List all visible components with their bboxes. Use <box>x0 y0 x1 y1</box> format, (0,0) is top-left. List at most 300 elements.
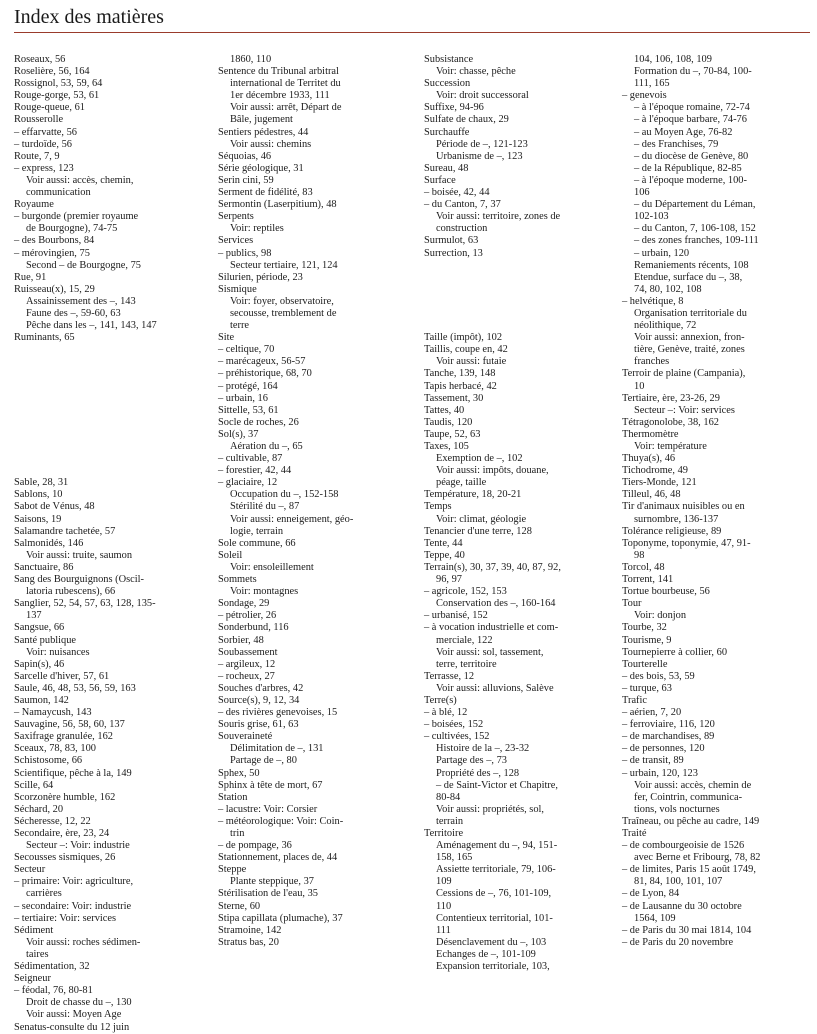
index-entry: Torrent, 141 <box>622 574 674 586</box>
index-entry: – primaire: Voir: agriculture, <box>14 876 134 888</box>
index-entry: tière, Genève, traité, zones <box>634 344 745 356</box>
index-entry: – du Canton, 7, 106-108, 152 <box>634 223 756 235</box>
index-entry: Voir: droit successoral <box>436 90 529 102</box>
index-entry: Tétragonolobe, 38, 162 <box>622 416 719 428</box>
index-entry: – de personnes, 120 <box>622 743 705 755</box>
index-entry: Stramoine, 142 <box>218 924 282 936</box>
blank-line <box>14 344 202 356</box>
index-entry: Sureau, 48 <box>424 162 469 174</box>
index-entry: – urbanisé, 152 <box>424 610 488 622</box>
index-entry: – glaciaire, 12 <box>218 477 278 489</box>
index-entry: Sphinx à tête de mort, 67 <box>218 779 323 791</box>
index-entry: Tilleul, 46, 48 <box>622 489 681 501</box>
index-entry: Formation du –, 70-84, 100- <box>634 66 752 78</box>
index-entry: Voir: chasse, pêche <box>436 66 516 78</box>
index-entry: Voir aussi: territoire, zones de <box>436 211 561 223</box>
index-entry: – aérien, 7, 20 <box>622 707 682 719</box>
index-entry: – de Paris du 30 mai 1814, 104 <box>622 924 752 936</box>
index-entry: Délimitation de –, 131 <box>230 743 324 755</box>
index-entry: latoria rubescens), 66 <box>26 586 116 598</box>
index-entry: – urbain, 16 <box>218 392 268 404</box>
index-column-4 <box>622 54 810 949</box>
index-entry: Aération du –, 65 <box>230 441 303 452</box>
index-entry: Droit de chasse du –, 130 <box>26 997 132 1009</box>
index-entry: Serment de fidélité, 83 <box>218 187 313 199</box>
index-entry: Thermomètre <box>622 428 679 440</box>
index-entry: – marécageux, 56-57 <box>218 356 306 368</box>
index-column-1 <box>14 54 202 1034</box>
index-entry: – burgonde (premier royaume <box>14 211 139 223</box>
index-entry: – turdoïde, 56 <box>14 138 73 150</box>
blank-line <box>14 453 202 465</box>
index-entry: – du diocèse de Genève, 80 <box>634 150 749 162</box>
index-entry: Voir aussi: sol, tassement, <box>436 646 544 658</box>
index-entry: Roseaux, 56 <box>14 54 66 65</box>
index-entry: franches <box>634 356 670 368</box>
index-entry: taires <box>26 948 49 960</box>
index-entry: Voir: reptiles <box>230 223 284 235</box>
index-entry: Socle de roches, 26 <box>218 416 299 428</box>
index-entry: Silurien, période, 23 <box>218 271 303 283</box>
index-entry: secousse, tremblement de <box>230 307 337 319</box>
index-entry: Sauvagine, 56, 58, 60, 137 <box>14 719 125 731</box>
index-entry: Rouge-queue, 61 <box>14 102 85 114</box>
blank-line <box>14 465 202 477</box>
index-entry: Voir aussi: arrêt, Départ de <box>230 102 342 114</box>
index-entry: Tassement, 30 <box>424 392 484 404</box>
index-entry: Voir aussi: propriétés, sol, <box>436 803 545 815</box>
index-entry: Voir: foyer, observatoire, <box>230 295 334 307</box>
index-entry: Stérilisation de l'eau, 35 <box>218 888 318 900</box>
index-entry: Secteur –: Voir: services <box>634 404 735 416</box>
blank-line <box>424 308 612 320</box>
index-entry: Route, 7, 9 <box>14 150 60 162</box>
index-entry: Rue, 91 <box>14 271 47 283</box>
index-entry: Tiers-Monde, 121 <box>622 477 697 489</box>
index-entry: Voir: température <box>634 441 707 452</box>
index-entry: 110 <box>436 900 452 912</box>
index-entry: Station <box>218 791 248 803</box>
index-entry: Séchard, 20 <box>14 803 64 815</box>
index-entry: fer, Cointrin, communica- <box>634 791 743 803</box>
index-entry: Steppe <box>218 864 247 876</box>
index-entry: Secteur –: Voir: industrie <box>26 840 130 852</box>
page-title: Index des matières <box>14 6 164 28</box>
index-entry: – du Canton, 7, 37 <box>424 199 501 211</box>
index-entry: Toponyme, toponymie, 47, 91- <box>622 537 751 549</box>
index-entry: Partage des –, 73 <box>436 755 507 767</box>
index-entry: – express, 123 <box>14 162 74 174</box>
blank-line <box>14 417 202 429</box>
index-entry: Histoire de la –, 23-32 <box>436 743 530 755</box>
index-entry: Cessions de –, 76, 101-109, <box>436 888 552 900</box>
index-entry: – effarvatte, 56 <box>14 126 77 138</box>
index-entry: péage, taille <box>436 477 487 489</box>
index-entry: Séquoias, 46 <box>218 150 272 162</box>
blank-line <box>424 320 612 332</box>
index-entry: – lacustre: Voir: Corsier <box>218 803 318 815</box>
index-entry: – urbain, 120, 123 <box>622 767 698 779</box>
index-entry: 104, 106, 108, 109 <box>634 54 712 65</box>
index-entry: tions, vols nocturnes <box>634 803 720 815</box>
index-entry: Contentieux territorial, 101- <box>436 912 553 924</box>
index-entry: – de pompage, 36 <box>218 840 292 852</box>
index-entry: Secondaire, ère, 23, 24 <box>14 828 110 839</box>
index-entry: 158, 165 <box>436 852 473 864</box>
index-entry: – des rivières genevoises, 15 <box>218 707 338 719</box>
index-entry: Sondage, 29 <box>218 598 270 610</box>
index-entry: Température, 18, 20-21 <box>424 489 522 501</box>
index-entry: Secteur tertiaire, 121, 124 <box>230 259 338 271</box>
index-entry: Subsistance <box>424 54 474 65</box>
index-entry: Teppe, 40 <box>424 549 465 561</box>
index-entry: Aménagement du –, 94, 151- <box>436 840 558 852</box>
index-entry: Période de –, 121-123 <box>436 138 528 150</box>
index-entry: – mérovingien, 75 <box>14 247 90 259</box>
index-entry: Sol(s), 37 <box>218 428 259 440</box>
index-entry: – du Département du Léman, <box>634 199 756 211</box>
index-entry: Salmonidés, 146 <box>14 537 84 549</box>
index-entry: Sédimentation, 32 <box>14 961 90 973</box>
index-entry: Surmulot, 63 <box>424 235 479 247</box>
index-entry: Source(s), 9, 12, 34 <box>218 694 300 706</box>
index-entry: surnombre, 136-137 <box>634 513 719 525</box>
index-entry: Stérilité du –, 87 <box>230 501 300 513</box>
index-entry: Voir aussi: accès, chemin, <box>26 174 134 186</box>
index-entry: Sorbier, 48 <box>218 634 264 646</box>
index-entry: Tortue bourbeuse, 56 <box>622 586 710 598</box>
index-entry: – au Moyen Age, 76-82 <box>634 126 733 138</box>
blank-line <box>424 296 612 308</box>
index-entry: Taillis, coupe en, 42 <box>424 344 508 356</box>
index-entry: 1er décembre 1933, 111 <box>230 90 330 102</box>
index-entry: Ruminants, 65 <box>14 332 75 344</box>
blank-line <box>424 260 612 272</box>
index-entry: Souches d'arbres, 42 <box>218 682 304 694</box>
index-entry: trin <box>230 828 245 839</box>
index-entry: Voir: ensoleillement <box>230 561 314 573</box>
index-entry: Sablons, 10 <box>14 489 63 501</box>
index-entry: Tertiaire, ère, 23-26, 29 <box>622 392 720 404</box>
index-entry: Terre(s) <box>424 694 457 706</box>
index-entry: Santé publique <box>14 634 77 646</box>
index-entry: Roselière, 56, 164 <box>14 66 90 78</box>
index-entry: 74, 80, 102, 108 <box>634 283 702 295</box>
index-entry: Senatus-consulte du 12 juin <box>14 1021 130 1033</box>
index-entry: Voir aussi: alluvions, Salève <box>436 682 554 694</box>
index-entry: Tattes, 40 <box>424 404 465 416</box>
index-entry: – à l'époque moderne, 100- <box>634 174 747 186</box>
blank-line <box>14 441 202 453</box>
index-entry: Terroir de plaine (Campania), <box>622 368 746 380</box>
index-entry: Sulfate de chaux, 29 <box>424 114 509 126</box>
index-entry: Assainissement des –, 143 <box>26 295 136 307</box>
index-entry: Taudis, 120 <box>424 416 473 428</box>
index-entry: Sceaux, 78, 83, 100 <box>14 743 96 755</box>
index-entry: Seigneur <box>14 973 51 985</box>
index-entry: Ruisseau(x), 15, 29 <box>14 283 95 295</box>
index-entry: Tapis herbacé, 42 <box>424 380 497 392</box>
index-column-3 <box>424 54 612 973</box>
index-entry: Sismique <box>218 283 257 295</box>
index-entry: Tour <box>622 598 642 610</box>
index-entry: – publics, 98 <box>218 247 272 259</box>
index-entry: merciale, 122 <box>436 634 493 646</box>
index-entry: Tente, 44 <box>424 537 463 549</box>
index-entry: Remaniements récents, 108 <box>634 259 749 271</box>
index-entry: Souris grise, 61, 63 <box>218 719 299 731</box>
index-entry: Sanglier, 52, 54, 57, 63, 128, 135- <box>14 598 156 610</box>
index-entry: Sapin(s), 46 <box>14 658 65 670</box>
index-entry: Voir aussi: impôts, douane, <box>436 465 549 477</box>
index-entry: Organisation territoriale du <box>634 307 747 319</box>
index-entry: Exemption de –, 102 <box>436 453 523 465</box>
index-entry: Traîneau, ou pêche au cadre, 149 <box>622 815 760 827</box>
blank-line <box>14 381 202 393</box>
index-entry: Stationnement, places de, 44 <box>218 852 338 864</box>
index-entry: 111 <box>436 924 451 936</box>
index-entry: Scorzonère humble, 162 <box>14 791 116 803</box>
index-entry: carrières <box>26 888 62 900</box>
index-entry: construction <box>436 223 488 235</box>
index-entry: Serpents <box>218 211 254 223</box>
index-entry: 10 <box>634 380 645 392</box>
index-entry: Occupation du –, 152-158 <box>230 489 339 501</box>
index-entry: logie, terrain <box>230 525 284 537</box>
index-entry: terre, territoire <box>436 658 497 670</box>
index-entry: Trafic <box>622 694 648 706</box>
index-entry: Sentiers pédestres, 44 <box>218 126 309 138</box>
index-entry: 81, 84, 100, 101, 107 <box>634 876 723 888</box>
index-entry: Sole commune, 66 <box>218 537 296 549</box>
index-entry: Terrasse, 12 <box>424 670 475 682</box>
index-entry: Tourbe, 32 <box>622 622 667 634</box>
index-entry: – à vocation industrielle et com- <box>424 622 559 634</box>
index-entry: Taille (impôt), 102 <box>424 332 503 344</box>
index-entry: Assiette territoriale, 79, 106- <box>436 864 556 876</box>
blank-line <box>14 429 202 441</box>
blank-line <box>14 356 202 368</box>
index-entry: – cultivées, 152 <box>424 731 490 743</box>
index-entry: 1860, 110 <box>230 54 272 65</box>
index-entry: Secousses sismiques, 26 <box>14 852 116 864</box>
index-entry: – à l'époque barbare, 74-76 <box>634 114 747 126</box>
index-entry: Tourterelle <box>622 658 668 670</box>
blank-line <box>14 368 202 380</box>
index-entry: – genevois <box>622 90 667 102</box>
index-entry: Suffixe, 94-96 <box>424 102 484 114</box>
index-entry: – agricole, 152, 153 <box>424 586 507 598</box>
index-entry: – des Franchises, 79 <box>634 138 719 150</box>
index-entry: – de combourgeoisie de 1526 <box>622 840 745 852</box>
index-entry: – protégé, 164 <box>218 380 278 392</box>
index-entry: Traité <box>622 828 647 839</box>
index-entry: Stipa capillata (plumache), 37 <box>218 912 343 924</box>
index-entry: 109 <box>436 876 452 888</box>
index-entry: – forestier, 42, 44 <box>218 465 292 477</box>
index-entry: – préhistorique, 68, 70 <box>218 368 312 380</box>
index-entry: Voir aussi: annexion, fron- <box>634 332 745 344</box>
index-entry: – tertiaire: Voir: services <box>14 912 117 924</box>
index-entry: Voir: climat, géologie <box>436 513 527 525</box>
index-entry: 96, 97 <box>436 574 462 586</box>
index-entry: – de transit, 89 <box>622 755 684 767</box>
index-entry: Scille, 64 <box>14 779 54 791</box>
index-entry: – cultivable, 87 <box>218 453 283 465</box>
index-entry: Surchauffe <box>424 126 470 138</box>
index-entry: Tolérance religieuse, 89 <box>622 525 722 537</box>
index-column-2 <box>218 54 406 949</box>
index-entry: Sittelle, 53, 61 <box>218 404 279 416</box>
index-entry: Stratus bas, 20 <box>218 936 279 948</box>
index-entry: Tir d'animaux nuisibles ou en <box>622 501 745 513</box>
index-entry: Salamandre tachetée, 57 <box>14 525 116 537</box>
index-entry: Voir: montagnes <box>230 586 299 598</box>
index-entry: – celtique, 70 <box>218 344 275 356</box>
index-entry: Taxes, 105 <box>424 441 469 452</box>
index-entry: Voir aussi: enneigement, géo- <box>230 513 354 525</box>
index-entry: Taupe, 52, 63 <box>424 428 481 440</box>
index-entry: néolithique, 72 <box>634 320 697 332</box>
index-entry: 137 <box>26 610 42 622</box>
index-entry: – de la République, 82-85 <box>634 162 742 174</box>
index-entry: Sentence du Tribunal arbitral <box>218 66 339 78</box>
index-entry: Territoire <box>424 828 464 839</box>
index-entry: 111, 165 <box>634 78 670 90</box>
index-entry: Sanctuaire, 86 <box>14 561 74 573</box>
index-entry: Sang des Bourguignons (Oscil- <box>14 574 144 586</box>
index-entry: – rocheux, 27 <box>218 670 275 682</box>
index-entry: Rousserolle <box>14 114 64 126</box>
index-entry: Sécheresse, 12, 22 <box>14 815 91 827</box>
index-entry: Voir aussi: chemins <box>230 138 312 150</box>
index-entry: Conservation des –, 160-164 <box>436 598 556 610</box>
index-entry: Etendue, surface du –, 38, <box>634 271 743 283</box>
index-entry: Serin cini, 59 <box>218 174 274 186</box>
index-entry: Tourisme, 9 <box>622 634 672 646</box>
index-entry: Propriété des –, 128 <box>436 767 520 779</box>
index-entry: Sterne, 60 <box>218 900 261 912</box>
index-entry: – boisée, 42, 44 <box>424 187 490 199</box>
index-entry: Sphex, 50 <box>218 767 260 779</box>
index-entry: Schistosome, 66 <box>14 755 83 767</box>
index-entry: Désenclavement du –, 103 <box>436 936 547 948</box>
index-entry: Sonderbund, 116 <box>218 622 289 634</box>
index-entry: – féodal, 76, 80-81 <box>14 985 93 997</box>
index-entry: Sable, 28, 31 <box>14 477 69 489</box>
index-entry: Pêche dans les –, 141, 143, 147 <box>26 320 157 332</box>
blank-line <box>424 284 612 296</box>
index-entry: Urbanisme de –, 123 <box>436 150 523 162</box>
index-entry: – de marchandises, 89 <box>622 731 715 743</box>
index-entry: Voir: donjon <box>634 610 687 622</box>
index-entry: Tanche, 139, 148 <box>424 368 496 380</box>
index-entry: – boisées, 152 <box>424 719 484 731</box>
index-entry: – des Bourbons, 84 <box>14 235 95 247</box>
blank-line <box>14 405 202 417</box>
index-entry: Tournepierre à collier, 60 <box>622 646 728 658</box>
index-entry: – argileux, 12 <box>218 658 276 670</box>
index-entry: Tenancier d'une terre, 128 <box>424 525 532 537</box>
index-entry: Sarcelle d'hiver, 57, 61 <box>14 670 110 682</box>
index-entry: 1564, 109 <box>634 912 676 924</box>
index-entry: – météorologique: Voir: Coin- <box>218 815 344 827</box>
index-entry: 80-84 <box>436 791 461 803</box>
index-entry: Surface <box>424 174 456 186</box>
index-entry: Sabot de Vénus, 48 <box>14 501 95 513</box>
index-entry: – helvétique, 8 <box>622 295 684 307</box>
index-entry: Succession <box>424 78 471 90</box>
index-entry: – urbain, 120 <box>634 247 690 259</box>
index-entry: Voir aussi: accès, chemin de <box>634 779 752 791</box>
index-entry: – des bois, 53, 59 <box>622 670 695 682</box>
index-entry: Services <box>218 235 254 247</box>
index-entry: Tichodrome, 49 <box>622 465 689 477</box>
index-entry: Plante steppique, 37 <box>230 876 314 888</box>
index-entry: Terrain(s), 30, 37, 39, 40, 87, 92, <box>424 561 561 573</box>
index-entry: Expansion territoriale, 103, <box>436 961 550 973</box>
index-entry: Saisons, 19 <box>14 513 62 525</box>
index-entry: Saxifrage granulée, 162 <box>14 731 113 743</box>
index-entry: Voir aussi: truite, saumon <box>26 549 133 561</box>
index-entry: Saumon, 142 <box>14 694 69 706</box>
index-entry: Partage de –, 80 <box>230 755 297 767</box>
index-entry: Voir aussi: roches sédimen- <box>26 936 141 948</box>
index-entry: 106 <box>634 187 650 199</box>
index-entry: – des zones franches, 109-111 <box>634 235 759 247</box>
index-entry: Voir: nuisances <box>26 646 90 658</box>
index-entry: – turque, 63 <box>622 682 672 694</box>
index-entry: – de limites, Paris 15 août 1749, <box>622 864 756 876</box>
index-entry: Série géologique, 31 <box>218 162 304 174</box>
index-entry: Voir aussi: Moyen Age <box>26 1009 122 1021</box>
index-entry: Voir aussi: futaie <box>436 356 507 368</box>
index-entry: Saule, 46, 48, 53, 56, 59, 163 <box>14 682 136 694</box>
index-entry: Soleil <box>218 549 243 561</box>
index-entry: – de Saint-Victor et Chapitre, <box>436 779 559 791</box>
index-entry: Surrection, 13 <box>424 247 483 259</box>
index-entry: Secteur <box>14 864 46 876</box>
index-entry: Sédiment <box>14 924 54 936</box>
index-entry: Bâle, jugement <box>230 114 293 126</box>
index-entry: Echanges de –, 101-109 <box>436 948 536 960</box>
index-entry: Sermontin (Laserpitium), 48 <box>218 199 337 211</box>
index-entry: Rouge-gorge, 53, 61 <box>14 90 100 102</box>
index-entry: international de Territet du <box>230 78 341 90</box>
index-entry: – de Lausanne du 30 octobre <box>622 900 742 912</box>
index-entry: 102-103 <box>634 211 669 223</box>
index-entry: Second – de Bourgogne, 75 <box>26 259 141 271</box>
index-entry: Faune des –, 59-60, 63 <box>26 307 121 319</box>
index-entry: Scientifique, pêche à la, 149 <box>14 767 132 779</box>
index-entry: communication <box>26 187 91 199</box>
index-entry: avec Berne et Fribourg, 78, 82 <box>634 852 761 864</box>
index-entry: Sommets <box>218 574 257 586</box>
index-entry: – à blé, 12 <box>424 707 468 719</box>
index-entry: de Bourgogne), 74-75 <box>26 223 118 235</box>
index-entry: Royaume <box>14 199 54 211</box>
page-header <box>14 4 810 33</box>
index-entry: Rossignol, 53, 59, 64 <box>14 78 103 90</box>
index-entry: 98 <box>634 549 645 561</box>
index-entry: Torcol, 48 <box>622 561 665 573</box>
index-entry: – Namaycush, 143 <box>14 707 92 719</box>
index-entry: terre <box>230 320 250 332</box>
index-entry: Sangsue, 66 <box>14 622 65 634</box>
index-entry: Soubassement <box>218 646 278 658</box>
index-entry: – ferroviaire, 116, 120 <box>622 719 715 731</box>
index-entry: – secondaire: Voir: industrie <box>14 900 132 912</box>
